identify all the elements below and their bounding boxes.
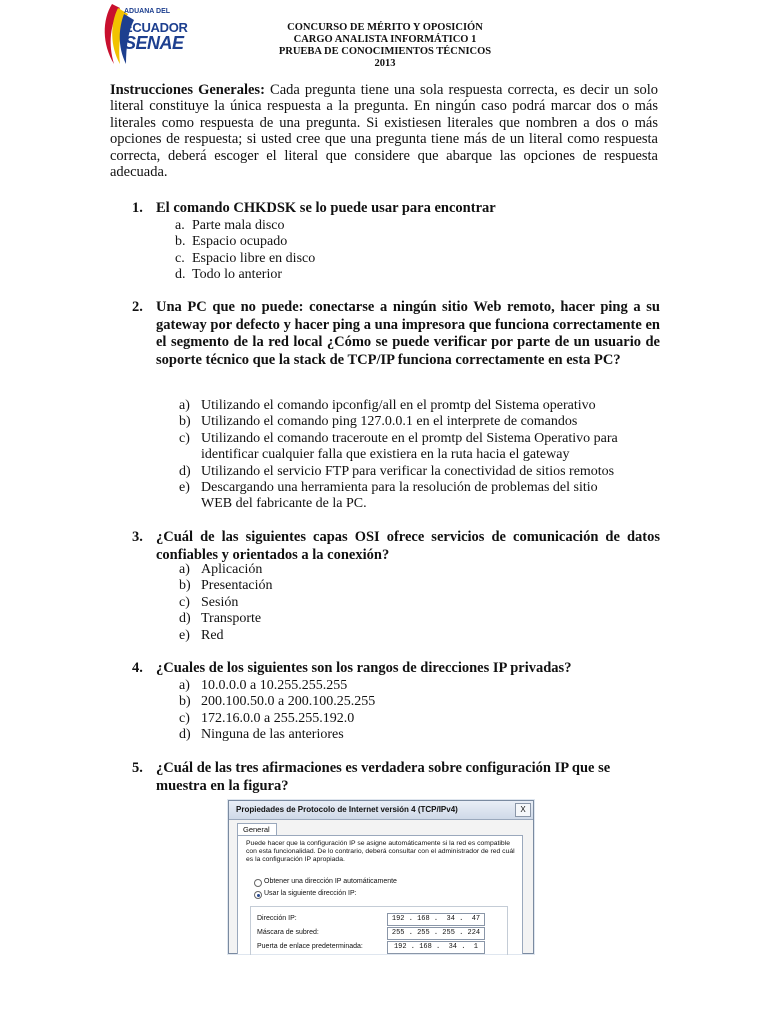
- option-text: Presentación: [201, 578, 273, 594]
- dialog-titlebar: [229, 801, 533, 820]
- option-text: Transporte: [201, 611, 262, 627]
- option-text: Utilizando el comando traceroute en el promtp del Sistema Operativo para: [201, 430, 618, 446]
- question-5: [132, 760, 660, 795]
- ip-address-field: [257, 913, 507, 925]
- document-header: [220, 22, 550, 70]
- option-text: Utilizando el comando ipconfig/all en el promtp del Sistema operativo: [201, 398, 596, 413]
- option: [179, 678, 375, 694]
- logo-line1: ADUANA DEL: [124, 8, 171, 15]
- subnet-mask-field: [257, 927, 507, 939]
- header-line1: CONCURSO DE MÉRITO Y OPOSICIÓN: [287, 22, 483, 33]
- question-text: ¿Cuál de las tres afirmaciones es verdadera sobre configuración IP que se muestra en la figura?: [156, 760, 611, 794]
- option-letter: a.: [175, 218, 185, 233]
- ip-settings-group: [250, 906, 508, 955]
- header-line3: PRUEBA DE CONOCIMIENTOS TÉCNICOS: [278, 46, 492, 57]
- instructions-label: Instrucciones Generales:: [110, 82, 265, 98]
- question-3-options: [179, 562, 273, 644]
- option: [179, 578, 273, 594]
- option-text: Todo lo anterior: [192, 267, 282, 283]
- default-gateway-input[interactable]: 192 . 168 . 34 . 1: [387, 941, 485, 954]
- option-text: Espacio libre en disco: [192, 250, 316, 266]
- field-label: Dirección IP:: [257, 915, 297, 922]
- option-letter: b.: [175, 234, 186, 250]
- question-number: 3.: [132, 529, 143, 545]
- tab-label: General: [243, 825, 270, 834]
- option: [175, 267, 315, 283]
- question-4-options: [179, 678, 375, 744]
- option-letter: c): [179, 710, 190, 726]
- option: [179, 628, 273, 644]
- dialog-title: Propiedades de Protocolo de Internet versión 4 (TCP/IPv4): [236, 805, 458, 814]
- option-letter: d): [179, 727, 191, 743]
- option-letter: b): [179, 414, 191, 430]
- subnet-mask-input[interactable]: 255 . 255 . 255 . 224: [387, 927, 485, 940]
- radio-selected-icon: [254, 891, 262, 899]
- question-2: [132, 299, 660, 369]
- header-year: 2013: [374, 58, 396, 69]
- logo-line3: SENAE: [124, 33, 184, 53]
- close-icon[interactable]: X: [515, 803, 531, 817]
- question-1-options: [175, 218, 315, 284]
- option-letter: c): [179, 594, 190, 610]
- question-text: El comando CHKDSK se lo puede usar para encontrar: [156, 200, 496, 216]
- option-letter: d): [179, 611, 191, 627]
- instructions-text: Cada pregunta tiene una sola respuesta correcta, es decir un solo literal constituye la única respuesta a la pregunta. En ningún caso podrá marcar dos o más literales como respuesta de una pregunta. Si existiesen literales que nombren a dos o más opciones de respuesta; si usted cree que una pregunta tiene más de un literal como respuesta correcta, deberá escoger el literal que considere que abarque las opciones de respuesta adecuada.: [110, 82, 659, 181]
- option-text: Utilizando el servicio FTP para verificar la conectividad de sitios remotos: [201, 463, 615, 479]
- option-text: Espacio ocupado: [192, 234, 288, 250]
- option: [179, 431, 618, 464]
- field-label: Máscara de subred:: [257, 929, 319, 936]
- option: [179, 398, 618, 414]
- question-text: ¿Cuál de las siguientes capas OSI ofrece servicios de comunicación de datos confiables y orientados a la conexión?: [156, 529, 660, 563]
- question-3: [132, 529, 660, 564]
- option-text: Parte mala disco: [192, 218, 285, 233]
- question-number: 1.: [132, 200, 143, 216]
- ip-address-input[interactable]: 192 . 168 . 34 . 47: [387, 913, 485, 926]
- option: [179, 595, 273, 611]
- field-label: Puerta de enlace predeterminada:: [257, 943, 363, 950]
- option-letter: e): [179, 480, 190, 496]
- option-letter: b): [179, 694, 191, 710]
- radio-label: Usar la siguiente dirección IP:: [264, 890, 357, 897]
- option-text: Ninguna de las anteriores: [201, 727, 344, 743]
- option-letter: a): [179, 678, 190, 693]
- radio-unselected-icon: [254, 879, 262, 887]
- option: [179, 464, 618, 480]
- option: [175, 234, 315, 250]
- instructions-paragraph: [110, 82, 658, 180]
- question-text: Una PC que no puede: conectarse a ningún sitio Web remoto, hacer ping a su gateway por defecto y hacer ping a una impresora que funciona correctamente en el segmento de la red local ¿Cómo se puede verificar por parte de un usuario de soporte técnico que la stack de TCP/IP funciona correctamente en esta PC?: [156, 299, 660, 368]
- option-text: Red: [201, 627, 224, 643]
- dialog-body: [237, 835, 523, 954]
- header-line2: CARGO ANALISTA INFORMÁTICO 1: [293, 34, 477, 45]
- option: [179, 711, 375, 727]
- option: [179, 414, 618, 430]
- option-text: Aplicación: [201, 562, 263, 577]
- option-letter: d): [179, 463, 191, 479]
- option-text: 172.16.0.0 a 255.255.192.0: [201, 710, 355, 726]
- tcpip-properties-dialog: [228, 800, 534, 954]
- option-letter: b): [179, 578, 191, 594]
- question-number: 5.: [132, 760, 143, 776]
- question-1: [132, 200, 660, 218]
- option-text-cont: identificar cualquier falla que existiera en la ruta hacia el gateway: [201, 447, 570, 463]
- option-letter: c): [179, 430, 190, 446]
- question-number: 4.: [132, 660, 143, 676]
- option: [179, 727, 375, 743]
- logo-line2: ECUADOR: [124, 20, 188, 35]
- question-number: 2.: [132, 299, 143, 315]
- default-gateway-field: [257, 941, 507, 953]
- option-text: 200.100.50.0 a 200.100.25.255: [201, 694, 376, 710]
- question-4: [132, 660, 660, 678]
- option: [179, 694, 375, 710]
- option-text-cont: WEB del fabricante de la PC.: [201, 496, 367, 512]
- option-text: Descargando una herramienta para la resolución de problemas del sitio: [201, 480, 598, 496]
- option-text: 10.0.0.0 a 10.255.255.255: [201, 678, 348, 693]
- option-letter: e): [179, 627, 190, 643]
- option: [179, 562, 273, 578]
- radio-label: Obtener una dirección IP automáticamente: [264, 878, 397, 885]
- question-2-options: [179, 398, 618, 513]
- option-letter: d.: [175, 267, 186, 283]
- dialog-description: Puede hacer que la configuración IP se asigne automáticamente si la red es compatible con esta funcionalidad. De lo contrario, deberá consultar con el administrador de red cuál es la configuración IP apropiada.: [246, 840, 515, 863]
- question-text: ¿Cuales de los siguientes son los rangos de direcciones IP privadas?: [156, 660, 572, 676]
- option-text: Sesión: [201, 594, 239, 610]
- option: [179, 480, 618, 513]
- option-letter: a): [179, 562, 190, 577]
- option: [175, 251, 315, 267]
- option: [179, 611, 273, 627]
- option-letter: c.: [175, 250, 185, 266]
- option: [175, 218, 315, 234]
- option-text: Utilizando el comando ping 127.0.0.1 en el interprete de comandos: [201, 414, 578, 430]
- option-letter: a): [179, 398, 190, 413]
